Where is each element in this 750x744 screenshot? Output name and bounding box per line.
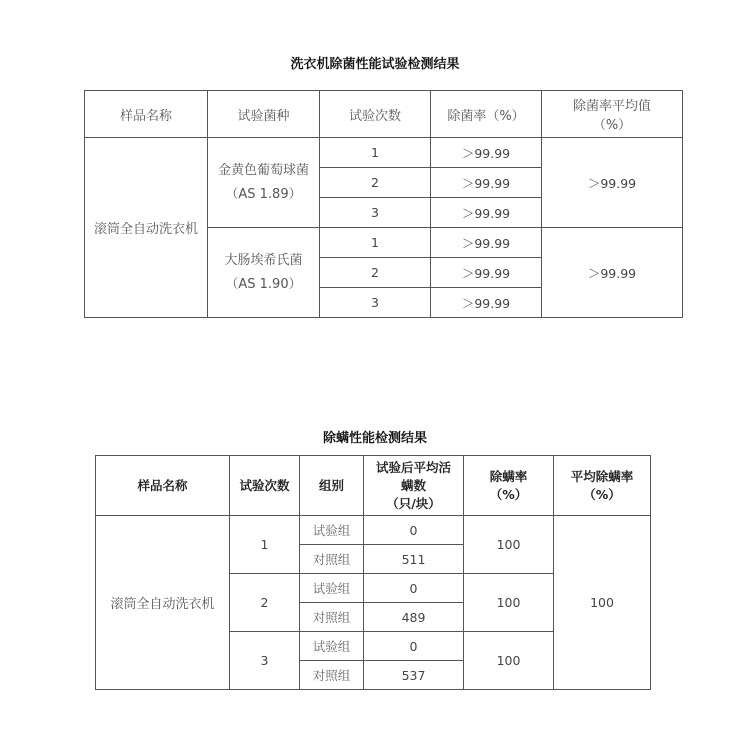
bacteria-name: 大肠埃希氏菌 bbox=[224, 252, 303, 268]
header-mite-count bbox=[364, 456, 464, 516]
bacteria-cell bbox=[208, 228, 320, 318]
run-cell: 1 bbox=[320, 138, 431, 168]
mite-rate-cell: 100 bbox=[464, 516, 554, 574]
run-cell: 1 bbox=[230, 516, 300, 574]
group-cell: 对照组 bbox=[300, 545, 364, 574]
header-average-mite-rate-line2: （%） bbox=[583, 486, 621, 502]
header-rate: 除菌率（%） bbox=[431, 91, 542, 138]
average-rate-cell: ＞99.99 bbox=[542, 228, 683, 318]
mite-count-cell: 537 bbox=[364, 661, 464, 690]
run-cell: 2 bbox=[230, 574, 300, 632]
header-bacteria: 试验菌种 bbox=[208, 91, 320, 138]
table-row bbox=[96, 516, 651, 545]
run-cell: 3 bbox=[320, 198, 431, 228]
rate-cell: ＞99.99 bbox=[431, 198, 542, 228]
sample-name-cell: 滚筒全自动洗衣机 bbox=[85, 138, 208, 318]
mite-removal-results-table bbox=[95, 455, 651, 690]
header-mite-rate-line1: 除螨率 bbox=[489, 468, 528, 484]
header-group: 组别 bbox=[300, 456, 364, 516]
rate-cell: ＞99.99 bbox=[431, 168, 542, 198]
run-cell: 1 bbox=[320, 228, 431, 258]
header-run-count: 试验次数 bbox=[230, 456, 300, 516]
header-average-rate bbox=[542, 91, 683, 138]
rate-cell: ＞99.99 bbox=[431, 258, 542, 288]
bacteria-cell bbox=[208, 138, 320, 228]
header-mite-count-line3: （只/块） bbox=[386, 495, 441, 511]
group-cell: 对照组 bbox=[300, 661, 364, 690]
mite-rate-cell: 100 bbox=[464, 632, 554, 690]
header-mite-rate bbox=[464, 456, 554, 516]
group-cell: 试验组 bbox=[300, 632, 364, 661]
mite-count-cell: 511 bbox=[364, 545, 464, 574]
table1-header-row bbox=[85, 91, 683, 138]
run-cell: 2 bbox=[320, 168, 431, 198]
rate-cell: ＞99.99 bbox=[431, 288, 542, 318]
header-sample-name: 样品名称 bbox=[96, 456, 230, 516]
mite-count-cell: 0 bbox=[364, 574, 464, 603]
table1-title: 洗衣机除菌性能试验检测结果 bbox=[290, 57, 460, 72]
sample-name-cell: 滚筒全自动洗衣机 bbox=[96, 516, 230, 690]
header-mite-rate-line2: （%） bbox=[489, 486, 528, 502]
mite-count-cell: 489 bbox=[364, 603, 464, 632]
mite-count-cell: 0 bbox=[364, 516, 464, 545]
header-average-rate-line2: （%） bbox=[592, 118, 632, 133]
header-run-count: 试验次数 bbox=[320, 91, 431, 138]
bacteria-strain: （AS 1.90） bbox=[225, 276, 302, 292]
mite-count-cell: 0 bbox=[364, 632, 464, 661]
group-cell: 对照组 bbox=[300, 603, 364, 632]
run-cell: 2 bbox=[320, 258, 431, 288]
header-average-mite-rate-line1: 平均除螨率 bbox=[570, 468, 634, 484]
header-mite-count-line1: 试验后平均活 bbox=[375, 459, 451, 475]
header-sample-name: 样品名称 bbox=[85, 91, 208, 138]
bacteria-strain: （AS 1.89） bbox=[225, 186, 302, 202]
header-average-mite-rate bbox=[554, 456, 651, 516]
header-mite-count-line2: 螨数 bbox=[400, 477, 426, 493]
group-cell: 试验组 bbox=[300, 574, 364, 603]
group-cell: 试验组 bbox=[300, 516, 364, 545]
run-cell: 3 bbox=[230, 632, 300, 690]
table2-header-row bbox=[96, 456, 651, 516]
table-row bbox=[85, 138, 683, 168]
table2-title: 除螨性能检测结果 bbox=[322, 431, 427, 446]
run-cell: 3 bbox=[320, 288, 431, 318]
rate-cell: ＞99.99 bbox=[431, 228, 542, 258]
average-rate-cell: ＞99.99 bbox=[542, 138, 683, 228]
bacteria-name: 金黄色葡萄球菌 bbox=[217, 162, 309, 178]
rate-cell: ＞99.99 bbox=[431, 138, 542, 168]
mite-rate-cell: 100 bbox=[464, 574, 554, 632]
average-mite-rate-cell: 100 bbox=[554, 516, 651, 690]
sterilization-results-table bbox=[84, 90, 683, 318]
header-average-rate-line1: 除菌率平均值 bbox=[572, 99, 651, 114]
